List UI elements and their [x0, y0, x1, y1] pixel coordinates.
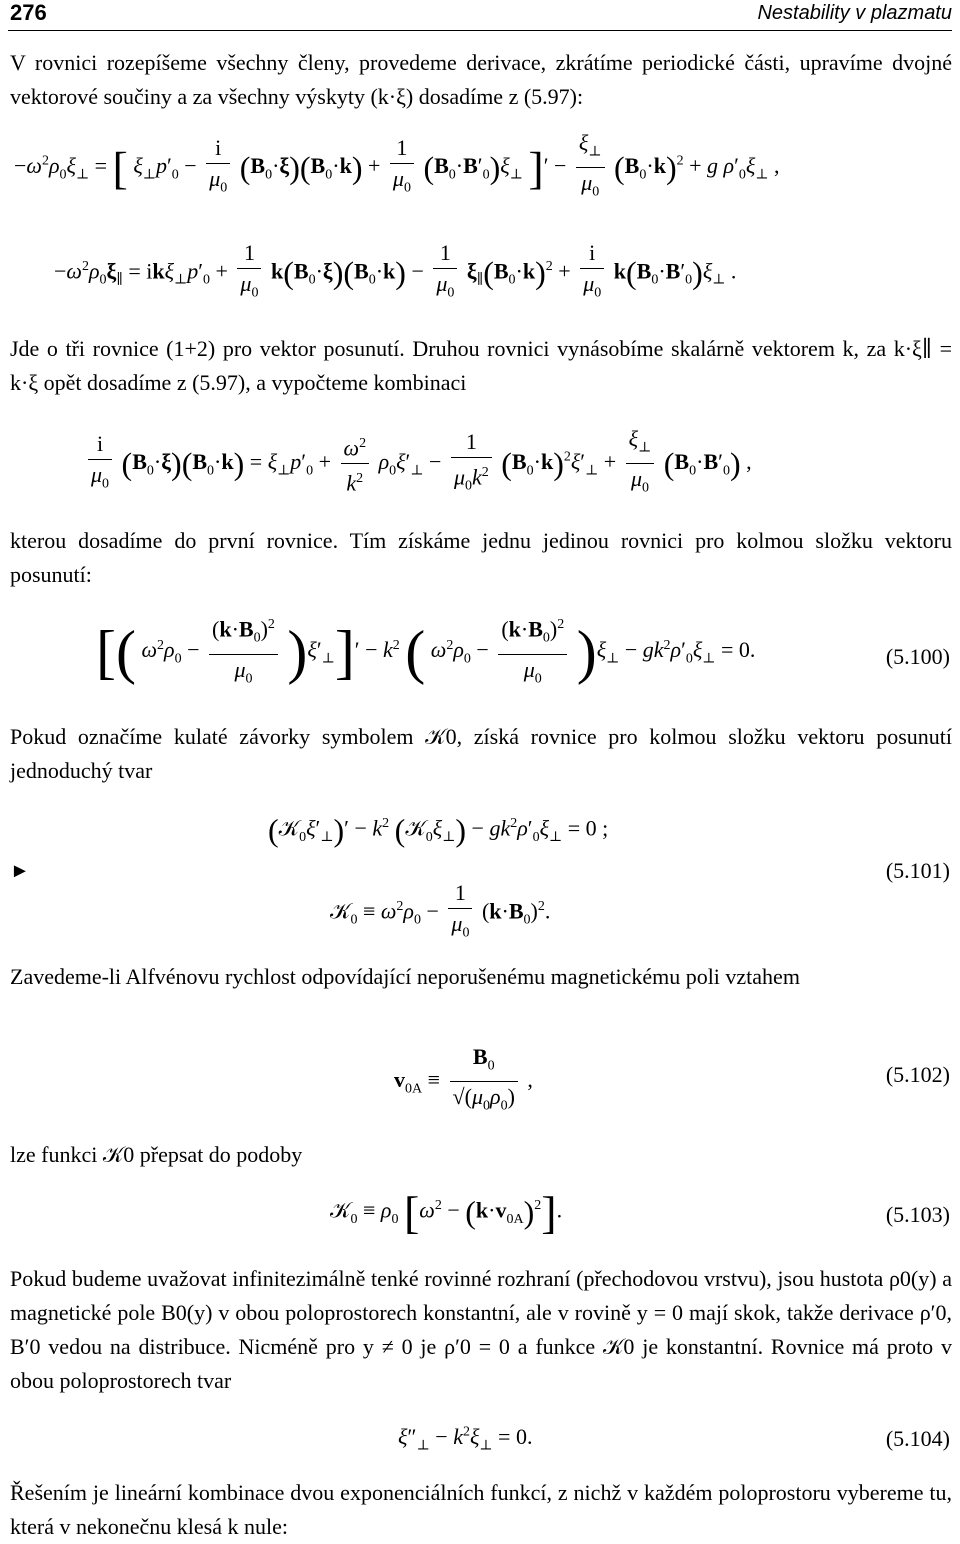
equation-5-101-a: $(𝒦_0\xi'_\perp)' - k^2$ $(𝒦_0\xi_\perp) - gk^2\rho'_0\xi_\perp = 0$ ;: [268, 812, 609, 848]
paragraph-2: Jde o tři rovnice (1+2) pro vektor posunutí. Druhou rovnici vynásobíme skalárně vektorem k, za k·ξ∥ = k·ξ opět dosadíme z (5.97), a vypočteme kombinaci: [10, 336, 952, 395]
equation-parallel: $-\omega^2\rho_0\xi_\parallel = ik\xi_\perp p'_0$ + $\frac{1}{\mu_0}$ $k(B_0\cdot\xi)(B_0\cdot k)$ − $\frac{1}{\mu_0}$ $\xi_\parallel(B_0\cdot k)^2$ + $\frac{i}{\mu_0}$ $k(B_0\cdot B'_0)\xi_\perp$ .: [54, 240, 737, 301]
paragraph-3: kterou dosadíme do první rovnice. Tím získáme jednu jedinou rovnici pro kolmou složku vektoru posunutí:: [10, 528, 952, 587]
paragraph-6: lze funkci 𝒦0 přepsat do podoby: [10, 1142, 303, 1167]
page-number: 276: [10, 0, 47, 25]
equation-5-101-b: 𝒦$_0$ ≡ $\omega^2\rho_0$ − $\frac{1}{\mu_0}$ $(k\cdot B_0)^2$.: [330, 880, 551, 941]
equation-combination: $\frac{i}{\mu_0}$ $(B_0\cdot\xi)(B_0\cdot k) = \xi_\perp p'_0$ + $\frac{\omega^2}{k^2}$ $\rho_0\xi'_\perp$ − $\frac{1}{\mu_0k^2}$ $(B_0\cdot k)^2\xi'_\perp$ + $\frac{\xi_\perp}{\mu_0}$ $(B_0\cdot B'_0)$ ,: [84, 424, 752, 504]
paragraph-1: V rovnici rozepíšeme všechny členy, provedeme derivace, zkrátíme periodické části, upravíme dvojné vektorové součiny a za všechny výskyty (k·ξ) dosadíme z (5.97):: [10, 50, 952, 109]
equation-number-5-103: (5.103): [885, 1202, 950, 1227]
equation-5-102: $v_{0A}$ ≡ $\frac{B_0}{√(\mu_0\rho_0)}$ ,: [394, 1044, 533, 1114]
paragraph-4: Pokud označíme kulaté závorky symbolem 𝒦0, získá rovnice pro kolmou složku vektoru posunutí jednoduchý tvar: [10, 724, 952, 783]
paragraph-8: Řešením je lineární kombinace dvou exponenciálních funkcí, z nichž v každém poloprostoru vybereme tu, která v nekonečnu klesá k nule:: [10, 1480, 952, 1539]
equation-perp: $-\omega^2\rho_0\xi_\perp$ = [ $\xi_\perp p'_0$ − $\frac{i}{\mu_0}$ $(B_0\cdot\xi)(B_0\cdot k)$ + $\frac{1}{\mu_0}$ $(B_0\cdot B'_0)\xi_\perp$ ]′ − $\frac{\xi_\perp}{\mu_0}$ $(B_0\cdot k)^2 + g$ $\rho'_0\xi_\perp$ ,: [14, 130, 780, 200]
running-title: Nestability v plazmatu: [757, 2, 952, 24]
page-header: [0, 0, 960, 30]
equation-number-5-101: (5.101): [885, 858, 950, 883]
header-rule: [8, 30, 952, 31]
key-equation-marker: ►: [10, 860, 30, 882]
paragraph-5: Zavedeme-li Alfvénovu rychlost odpovídající neporušenému magnetickému poli vztahem: [10, 964, 800, 989]
equation-5-104: $\xi''_\perp - k^2\xi_\perp = 0$.: [398, 1424, 533, 1454]
paragraph-7: Pokud budeme uvažovat infinitezimálně tenké rovinné rozhraní (přechodovou vrstvu), jsou hustota ρ0(y) a magnetické pole B0(y) v obou poloprostorech konstantní, ale v rovině y = 0 mají skok, takže derivace ρ′0, B′0 vedou na distribuce. Nicméně pro y ≠ 0 je ρ′0 = 0 a funkce 𝒦0 je konstantní. Rovnice má proto v obou poloprostorech tvar: [10, 1266, 952, 1393]
equation-number-5-104: (5.104): [885, 1426, 950, 1451]
equation-number-5-102: (5.102): [885, 1062, 950, 1087]
equation-5-103: 𝒦$_0$ ≡ $\rho_0$ $[\omega^2 - (k\cdot v_{0A})^2]$.: [330, 1187, 563, 1238]
equation-5-100: [( $\omega^2\rho_0$ − $\frac{(k\cdot B_0)^2}{\mu_0}$ )$\xi'_\perp]' - k^2$ ( $\omega^2\rho_0$ − $\frac{(k\cdot B_0)^2}{\mu_0}$ )$\xi_\perp - gk^2\rho'_0\xi_\perp = 0$.: [96, 610, 755, 694]
equation-number-5-100: (5.100): [885, 644, 950, 669]
